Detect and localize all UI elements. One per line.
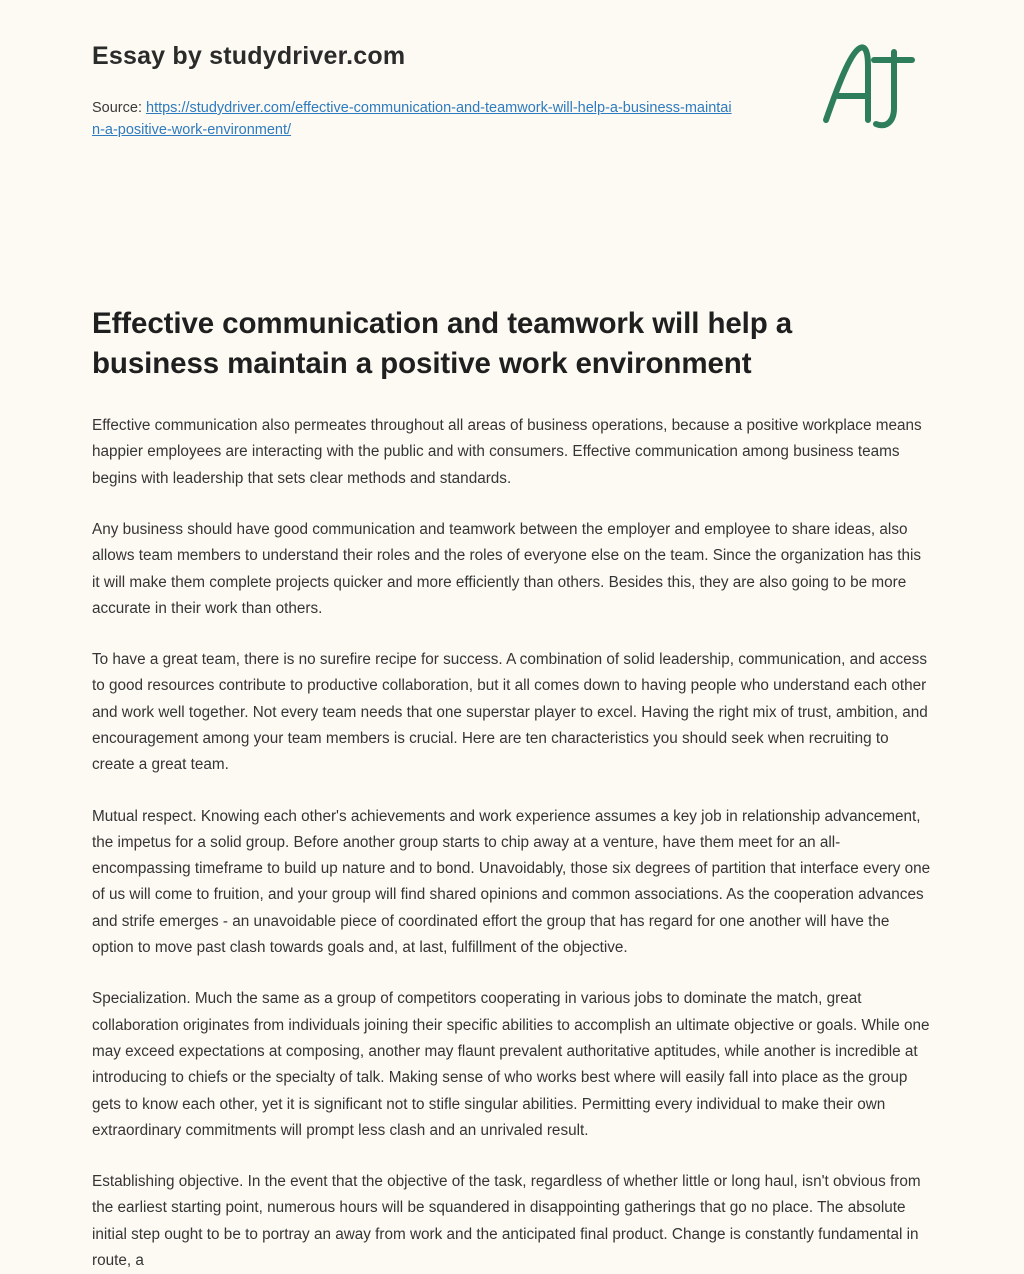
source-line [92, 97, 732, 142]
document-body [92, 413, 932, 1274]
paragraph: Establishing objective. In the event that the objective of the task, regardless of whether little or long haul, isn't obvious from the earliest starting point, numerous hours will be squandered in disappointing gatherings that go no place. The absolute initial step ought to be to portray an away from work and the anticipated final product. Change is constantly fundamental in route, a [92, 1173, 921, 1270]
paragraph: Mutual respect. Knowing each other's achievements and work experience assumes a key job in relationship advancement, the impetus for a solid group. Before another group starts to chip away at a venture, have them meet for an all-encompassing timeframe to build up nature and to bond. Unavoidably, those six degrees of partition that interface every one of us will come to fruition, and your group will find shared opinions and common associations. As the cooperation advances and strife emerges - an unavoidable piece of coordinated effort the group that has regard for one another will have the option to move past clash towards goals and, at last, fulfillment of the objective. [92, 807, 931, 957]
page-title: Effective communication and teamwork will help a business maintain a positive work environment [92, 307, 793, 380]
essay-byline: Essay by studydriver.com [92, 42, 406, 70]
document-header [92, 42, 932, 192]
source-url-link[interactable]: https://studydriver.com/effective-communication-and-teamwork-will-help-a-business-maintain-a-positive-work-environment/ [92, 100, 732, 139]
source-label: Source: [92, 100, 146, 116]
paragraph: Effective communication also permeates throughout all areas of business operations, because a positive workplace means happier employees are interacting with the public and with consumers. Effective communication among business teams begins with leadership that sets clear methods and standards. [92, 417, 922, 487]
paragraph: Specialization. Much the same as a group of competitors cooperating in various jobs to dominate the match, great collaboration originates from individuals joining their specific abilities to accomplish an ultimate objective or goals. While one may exceed expectations at composing, another may flaunt prevalent authoritative aptitudes, while another is incredible at introducing to chiefs or the specialty of talk. Making sense of who works best where will easily fall into place as the group gets to know each other, yet it is significant not to stifle singular abilities. Permitting every individual to make their own extraordinary commitments will prompt less clash and an unrivaled result. [92, 990, 930, 1139]
paragraph: To have a great team, there is no surefire recipe for success. A combination of solid leadership, communication, and access to good resources contribute to productive collaboration, but it all comes down to having people who understand each other and work well together. Not every team needs that one superstar player to excel. Having the right mix of trust, ambition, and encouragement among your team members is crucial. Here are ten characteristics you should seek when recruiting to create a great team. [92, 651, 928, 774]
studydriver-logo-icon [812, 34, 932, 144]
paragraph: Any business should have good communication and teamwork between the employer and employee to share ideas, also allows team members to understand their roles and the roles of everyone else on the team. Since the organization has this it will make them complete projects quicker and more efficiently than others. Besides this, they are also going to be more accurate in their work than others. [92, 520, 922, 617]
